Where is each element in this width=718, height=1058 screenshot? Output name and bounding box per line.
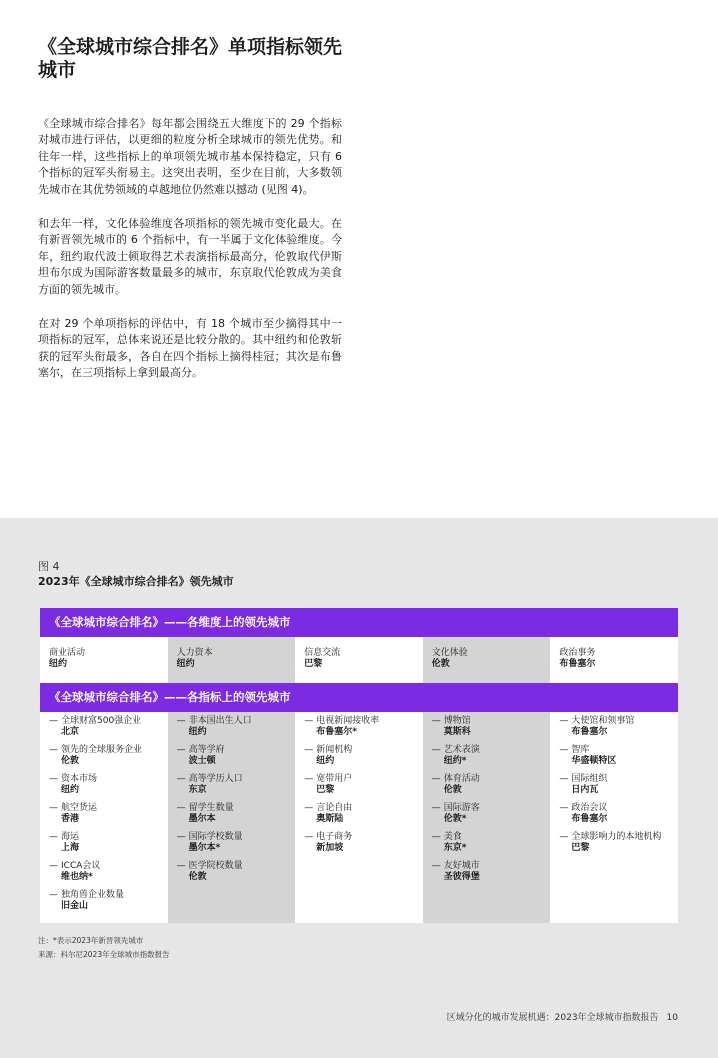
figure-title: 2023年《全球城市综合排名》领先城市 [38, 575, 234, 588]
body-text [38, 116, 342, 400]
dimension-name: 人力资本 [176, 648, 213, 658]
indicator-name: 新闻机构 [316, 745, 353, 755]
indicator-item [304, 716, 417, 738]
dash-marker: — [304, 745, 314, 755]
paragraph-2: 和去年一样，文化体验维度各项指标的领先城市变化最大。在有新晋领先城市的 6 个指标中，有一半属于文化体验维度。今年，纽约取代波士顿取得艺术表演指标最高分，伦敦取代伊斯坦布尔成为国际游客数量最多的城市，东京取代伦敦成为美食方面的领先城市。 [38, 217, 342, 296]
indicator-item [559, 803, 672, 825]
indicator-city: 莫斯科 [443, 727, 471, 737]
dash-marker: — [304, 716, 314, 726]
footer-text: 区域分化的城市发展机遇：2023年全球城市指数报告 [446, 1013, 659, 1023]
indicator-city: 圣彼得堡 [443, 872, 480, 882]
indicator-name: 全球财富500强企业 [61, 716, 142, 726]
indicator-item [432, 745, 545, 767]
dimension-band: 《全球城市综合排名》——各维度上的领先城市 [40, 608, 678, 637]
figure-note: 注：*表示2023年新晋领先城市 [38, 936, 144, 945]
indicator-item [49, 716, 162, 738]
indicator-city: 巴黎 [571, 843, 590, 853]
indicator-item [177, 803, 290, 825]
indicator-item [177, 861, 290, 883]
indicator-item [49, 774, 162, 796]
dimension-name: 文化体验 [431, 648, 468, 658]
indicator-city: 伦敦* [443, 814, 467, 824]
leading-cities-table [40, 608, 678, 923]
indicator-city: 伦敦 [443, 785, 462, 795]
indicator-city: 上海 [61, 843, 80, 853]
indicator-city: 伦敦 [61, 756, 80, 766]
indicator-item [432, 803, 545, 825]
indicator-column [423, 712, 551, 923]
indicator-name: 美食 [443, 832, 462, 842]
dimension-cell [168, 637, 296, 683]
indicator-name: 全球影响力的本地机构 [571, 832, 662, 842]
indicator-name: 博物馆 [443, 716, 471, 726]
indicator-item [177, 774, 290, 796]
dash-marker: — [176, 803, 186, 813]
indicator-name: 高等学历人口 [188, 774, 243, 784]
dimension-cell [40, 637, 168, 683]
dash-marker: — [49, 803, 58, 813]
indicator-item [304, 745, 417, 767]
indicator-item [559, 832, 672, 854]
indicator-city: 巴黎 [316, 785, 335, 795]
indicator-item [49, 890, 162, 912]
indicator-city: 布鲁塞尔* [316, 727, 357, 737]
dimension-name: 信息交流 [304, 648, 341, 658]
indicator-city: 旧金山 [61, 901, 89, 911]
indicator-city: 东京* [443, 843, 467, 853]
indicator-name: 体育活动 [443, 774, 480, 784]
indicator-item [304, 832, 417, 854]
indicator-item [432, 832, 545, 854]
indicator-name: 高等学府 [188, 745, 225, 755]
indicator-item [49, 745, 162, 767]
dash-marker: — [559, 716, 569, 726]
dash-marker: — [176, 745, 186, 755]
indicator-city: 纽约* [443, 756, 467, 766]
indicator-item [559, 774, 672, 796]
indicator-item [432, 716, 545, 738]
indicator-row [40, 712, 678, 923]
dash-marker: — [304, 774, 314, 784]
dash-marker: — [176, 832, 186, 842]
indicator-city: 墨尔本* [188, 843, 221, 853]
dimension-name: 商业活动 [49, 648, 86, 658]
indicator-city: 纽约 [316, 756, 335, 766]
indicator-item [304, 803, 417, 825]
indicator-item [177, 745, 290, 767]
dash-marker: — [176, 774, 186, 784]
indicator-item [432, 774, 545, 796]
indicator-name: 航空货运 [61, 803, 98, 813]
indicator-city: 维也纳* [61, 872, 93, 882]
figure-4 [0, 518, 718, 1058]
dimension-cell [423, 637, 551, 683]
dash-marker: — [49, 745, 58, 755]
dimension-cell [550, 637, 678, 683]
indicator-city: 布鲁塞尔 [571, 727, 608, 737]
dash-marker: — [49, 890, 58, 900]
indicator-city: 北京 [61, 727, 80, 737]
indicator-item [49, 861, 162, 883]
dimension-city: 纽约 [49, 659, 68, 669]
indicator-name: 海运 [61, 832, 80, 842]
indicator-name: 大使馆和领事馆 [571, 716, 635, 726]
indicator-column [295, 712, 423, 923]
indicator-item [177, 716, 290, 738]
dash-marker: — [431, 745, 441, 755]
dimension-cell [295, 637, 423, 683]
indicator-city: 日内瓦 [571, 785, 599, 795]
indicator-name: 独角兽企业数量 [61, 890, 125, 900]
indicator-name: ICCA会议 [61, 861, 101, 871]
dash-marker: — [304, 803, 314, 813]
dimension-city: 布鲁塞尔 [559, 659, 596, 669]
dimension-name: 政治事务 [559, 648, 596, 658]
dimension-city: 纽约 [176, 659, 195, 669]
indicator-name: 电子商务 [316, 832, 353, 842]
indicator-name: 友好城市 [443, 861, 480, 871]
indicator-item [432, 861, 545, 883]
indicator-name: 宽带用户 [316, 774, 353, 784]
dash-marker: — [49, 774, 58, 784]
indicator-name: 留学生数量 [188, 803, 234, 813]
indicator-band: 《全球城市综合排名》——各指标上的领先城市 [40, 683, 678, 712]
indicator-column [168, 712, 296, 923]
indicator-name: 智库 [571, 745, 590, 755]
dash-marker: — [559, 803, 569, 813]
indicator-item [177, 832, 290, 854]
indicator-name: 国际组织 [571, 774, 608, 784]
paragraph-3: 在对 29 个单项指标的评估中，有 18 个城市至少摘得其中一项指标的冠军，总体来说还是比较分散的。其中纽约和伦敦斩获的冠军头衔最多，各自在四个指标上摘得桂冠；其次是布鲁塞尔，在三项指标上拿到最高分。 [38, 317, 342, 380]
indicator-name: 国际游客 [443, 803, 480, 813]
dash-marker: — [176, 861, 186, 871]
dash-marker: — [176, 716, 186, 726]
indicator-name: 国际学校数量 [188, 832, 243, 842]
indicator-item [559, 745, 672, 767]
dash-marker: — [49, 832, 58, 842]
indicator-column [40, 712, 168, 923]
dash-marker: — [49, 716, 58, 726]
indicator-city: 华盛顿特区 [571, 756, 617, 766]
indicator-item [304, 774, 417, 796]
dash-marker: — [304, 832, 314, 842]
indicator-city: 东京 [188, 785, 207, 795]
indicator-city: 香港 [61, 814, 80, 824]
dash-marker: — [559, 832, 569, 842]
indicator-city: 新加坡 [316, 843, 344, 853]
dimension-city: 伦敦 [431, 659, 450, 669]
page-title: 《全球城市综合排名》单项指标领先城市 [38, 36, 343, 81]
indicator-name: 医学院校数量 [188, 861, 243, 871]
dash-marker: — [559, 745, 569, 755]
figure-label: 图 4 [38, 560, 60, 573]
indicator-item [49, 803, 162, 825]
dash-marker: — [431, 832, 441, 842]
dimension-row [40, 637, 678, 683]
dimension-city: 巴黎 [304, 659, 323, 669]
indicator-city: 纽约 [61, 785, 80, 795]
indicator-name: 政治会议 [571, 803, 608, 813]
page-number: 10 [666, 1013, 678, 1023]
indicator-name: 领先的全球服务企业 [61, 745, 143, 755]
indicator-city: 墨尔本 [188, 814, 216, 824]
indicator-name: 电视新闻接收率 [316, 716, 380, 726]
indicator-city: 伦敦 [188, 872, 207, 882]
dash-marker: — [431, 803, 441, 813]
indicator-city: 波士顿 [188, 756, 216, 766]
dash-marker: — [49, 861, 58, 871]
page-footer [447, 1010, 678, 1023]
dash-marker: — [559, 774, 569, 784]
indicator-city: 奥斯陆 [316, 814, 344, 824]
indicator-item [49, 832, 162, 854]
indicator-name: 资本市场 [61, 774, 98, 784]
indicator-city: 布鲁塞尔 [571, 814, 608, 824]
dash-marker: — [431, 861, 441, 871]
dash-marker: — [431, 774, 441, 784]
indicator-column [550, 712, 678, 923]
indicator-name: 非本国出生人口 [188, 716, 252, 726]
figure-source: 来源：科尔尼2023年全球城市指数报告 [38, 950, 170, 959]
indicator-name: 艺术表演 [443, 745, 480, 755]
indicator-item [559, 716, 672, 738]
indicator-name: 言论自由 [316, 803, 353, 813]
indicator-city: 纽约 [188, 727, 207, 737]
paragraph-1: 《全球城市综合排名》每年都会围绕五大维度下的 29 个指标对城市进行评估，以更细的粒度分析全球城市的领先优势。和往年一样，这些指标上的单项领先城市基本保持稳定，只有 6 个指标的冠军头衔易主。这突出表明，至少在目前，大多数领先城市在其优势领域的卓越地位仍然难以撼动 (见图 4)。 [38, 117, 342, 196]
dash-marker: — [431, 716, 441, 726]
